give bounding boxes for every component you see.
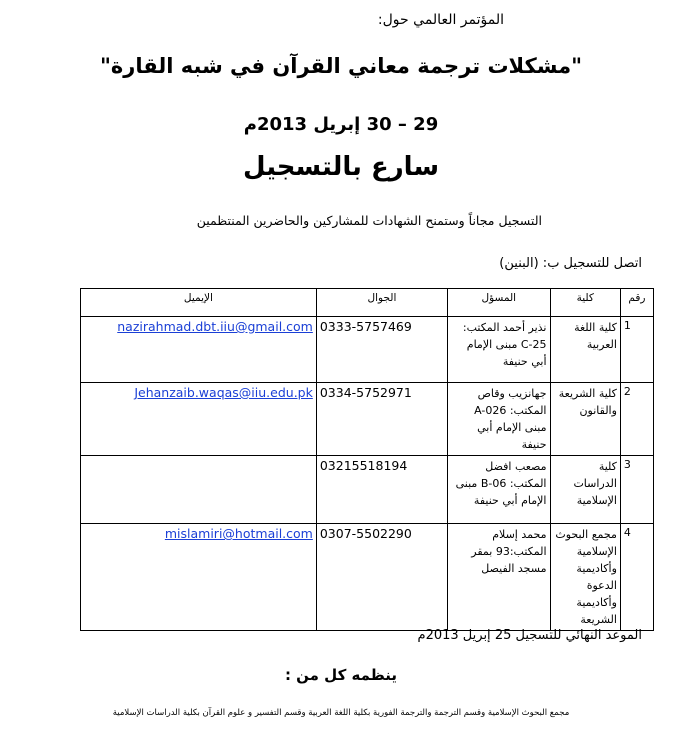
row-number: 3 (620, 456, 653, 524)
row-official: نذير أحمد المكتب: C-25 مبنى الإمام أبي حنيفة (448, 317, 550, 383)
contact-label: اتصل للتسجيل ب: (البنين) (499, 256, 642, 271)
row-email (81, 456, 317, 524)
table-row (81, 383, 654, 456)
header-email: الإيميل (81, 289, 317, 317)
email-link[interactable]: nazirahmad.dbt.iiu@gmail.com (117, 319, 313, 334)
conference-dates: 29 – 30 إبريل 2013م (243, 114, 439, 135)
row-mobile: 0307-5502290 (316, 524, 447, 631)
conference-title: "مشكلات ترجمة معاني القرآن في شبه القارة" (99, 54, 583, 78)
email-link[interactable]: Jehanzaib.waqas@iiu.edu.pk (134, 385, 313, 400)
row-college: مجمع البحوث الإسلامية وأكاديمية الدعوة وأكاديمية الشريعة (550, 524, 620, 631)
row-mobile: 03215518194 (316, 456, 447, 524)
organizers-heading: ينظمه كل من : (284, 666, 398, 684)
header-mobile: الجوال (316, 289, 447, 317)
row-college: كلية الشريعة والقانون (550, 383, 620, 456)
header-num: رقم (620, 289, 653, 317)
row-mobile: 0333-5757469 (316, 317, 447, 383)
organizers-list: مجمع البحوث الإسلامية وقسم الترجمة والترجمة الفورية بكلية اللغة العربية وقسم التفسير و علوم القرآن بكلية الدراسات الإسلامية (112, 708, 570, 718)
conference-intro: المؤتمر العالمي حول: (377, 12, 504, 28)
free-registration-note: التسجيل مجاناً وستمنح الشهادات للمشاركين والحاضرين المنتظمين (196, 213, 542, 228)
registration-deadline: الموعد النهائي للتسجيل 25 إبريل 2013م (417, 628, 642, 643)
row-number: 2 (620, 383, 653, 456)
row-official: محمد إسلام المكتب:93 بمقر مسجد الفيصل (448, 524, 550, 631)
row-mobile: 0334-5752971 (316, 383, 447, 456)
header-official: المسؤل (448, 289, 550, 317)
email-link[interactable]: mislamiri@hotmail.com (164, 526, 313, 541)
row-college: كلية اللغة العربية (550, 317, 620, 383)
registration-contacts-table (80, 288, 654, 631)
row-official: جهانزيب وقاص المكتب: A-026 مبنى الإمام أبي حنيفة (448, 383, 550, 456)
row-number: 1 (620, 317, 653, 383)
table-header-row (81, 289, 654, 317)
row-number: 4 (620, 524, 653, 631)
header-college: كلية (550, 289, 620, 317)
row-email (81, 524, 317, 631)
row-official: مصعب افضل المكتب: B-06 مبنى الإمام أبي حنيفة (448, 456, 550, 524)
row-email (81, 317, 317, 383)
table-row (81, 456, 654, 524)
row-college: كلية الدراسات الإسلامية (550, 456, 620, 524)
table-row (81, 317, 654, 383)
table-row (81, 524, 654, 631)
row-email (81, 383, 317, 456)
register-now-heading: سارع بالتسجيل (242, 152, 440, 182)
